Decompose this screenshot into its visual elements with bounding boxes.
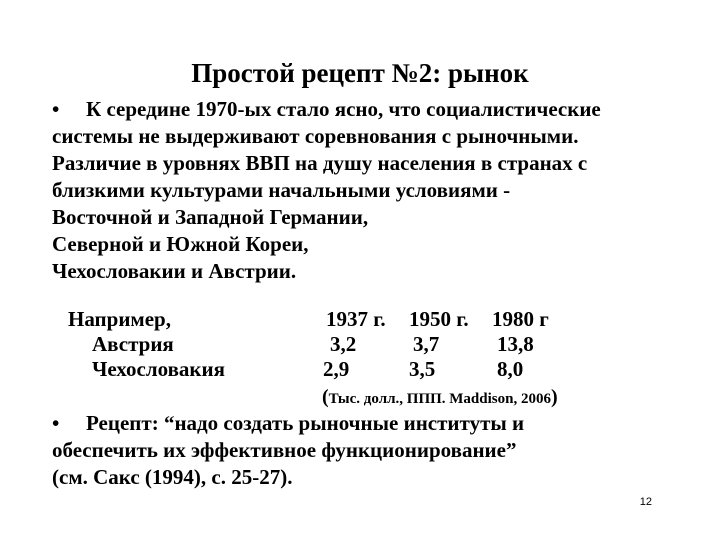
table-cell: 2,9 xyxy=(323,357,350,381)
paragraph2-line-1 xyxy=(52,410,524,436)
source-open-paren: ( xyxy=(322,386,329,408)
paragraph1-line-2: системы не выдерживают соревнования с рыночными. xyxy=(52,124,579,148)
paragraph1-line-6: Северной и Южной Кореи, xyxy=(52,232,309,256)
paragraph2-text: Рецепт: “надо создать рыночные институты и xyxy=(86,411,525,435)
table-cell: 3,5 xyxy=(409,357,436,381)
table-intro-label: Например, xyxy=(68,307,171,331)
table-header-1980: 1980 г xyxy=(492,307,549,331)
paragraph1-line-1 xyxy=(52,96,601,122)
table-cell: 8,0 xyxy=(497,357,524,381)
paragraph1-line-5: Восточной и Западной Германии, xyxy=(52,205,369,229)
table-row-country: Чехословакия xyxy=(92,357,225,381)
source-close-paren: ) xyxy=(550,386,558,408)
source-text: Тыс. долл., ППП. Maddison, 2006 xyxy=(328,391,551,407)
paragraph2-line-2: обеспечить их эффективное функционирование” xyxy=(52,438,517,462)
paragraph2-line-3: (см. Сакс (1994), с. 25-27). xyxy=(52,465,293,489)
paragraph1-line-3: Различие в уровнях ВВП на душу населения в странах с xyxy=(52,151,588,175)
paragraph1-line-4: близкими культурами начальными условиями - xyxy=(52,178,511,202)
table-cell: 3,2 xyxy=(330,332,357,356)
table-cell: 13,8 xyxy=(497,332,534,356)
bullet-icon: • xyxy=(52,97,60,121)
page-number: 12 xyxy=(639,496,652,508)
table-header-1950: 1950 г. xyxy=(409,307,469,331)
source-note xyxy=(322,386,558,409)
paragraph1-line-7: Чехословакии и Австрии. xyxy=(52,259,297,283)
table-header-1937: 1937 г. xyxy=(326,307,386,331)
bullet-icon: • xyxy=(52,411,60,435)
slide-title: Простой рецепт №2: рынок xyxy=(191,58,529,88)
table-row-country: Австрия xyxy=(92,332,174,356)
table-cell: 3,7 xyxy=(413,332,440,356)
paragraph1-text: К середине 1970-ых стало ясно, что социалистические xyxy=(86,97,601,121)
